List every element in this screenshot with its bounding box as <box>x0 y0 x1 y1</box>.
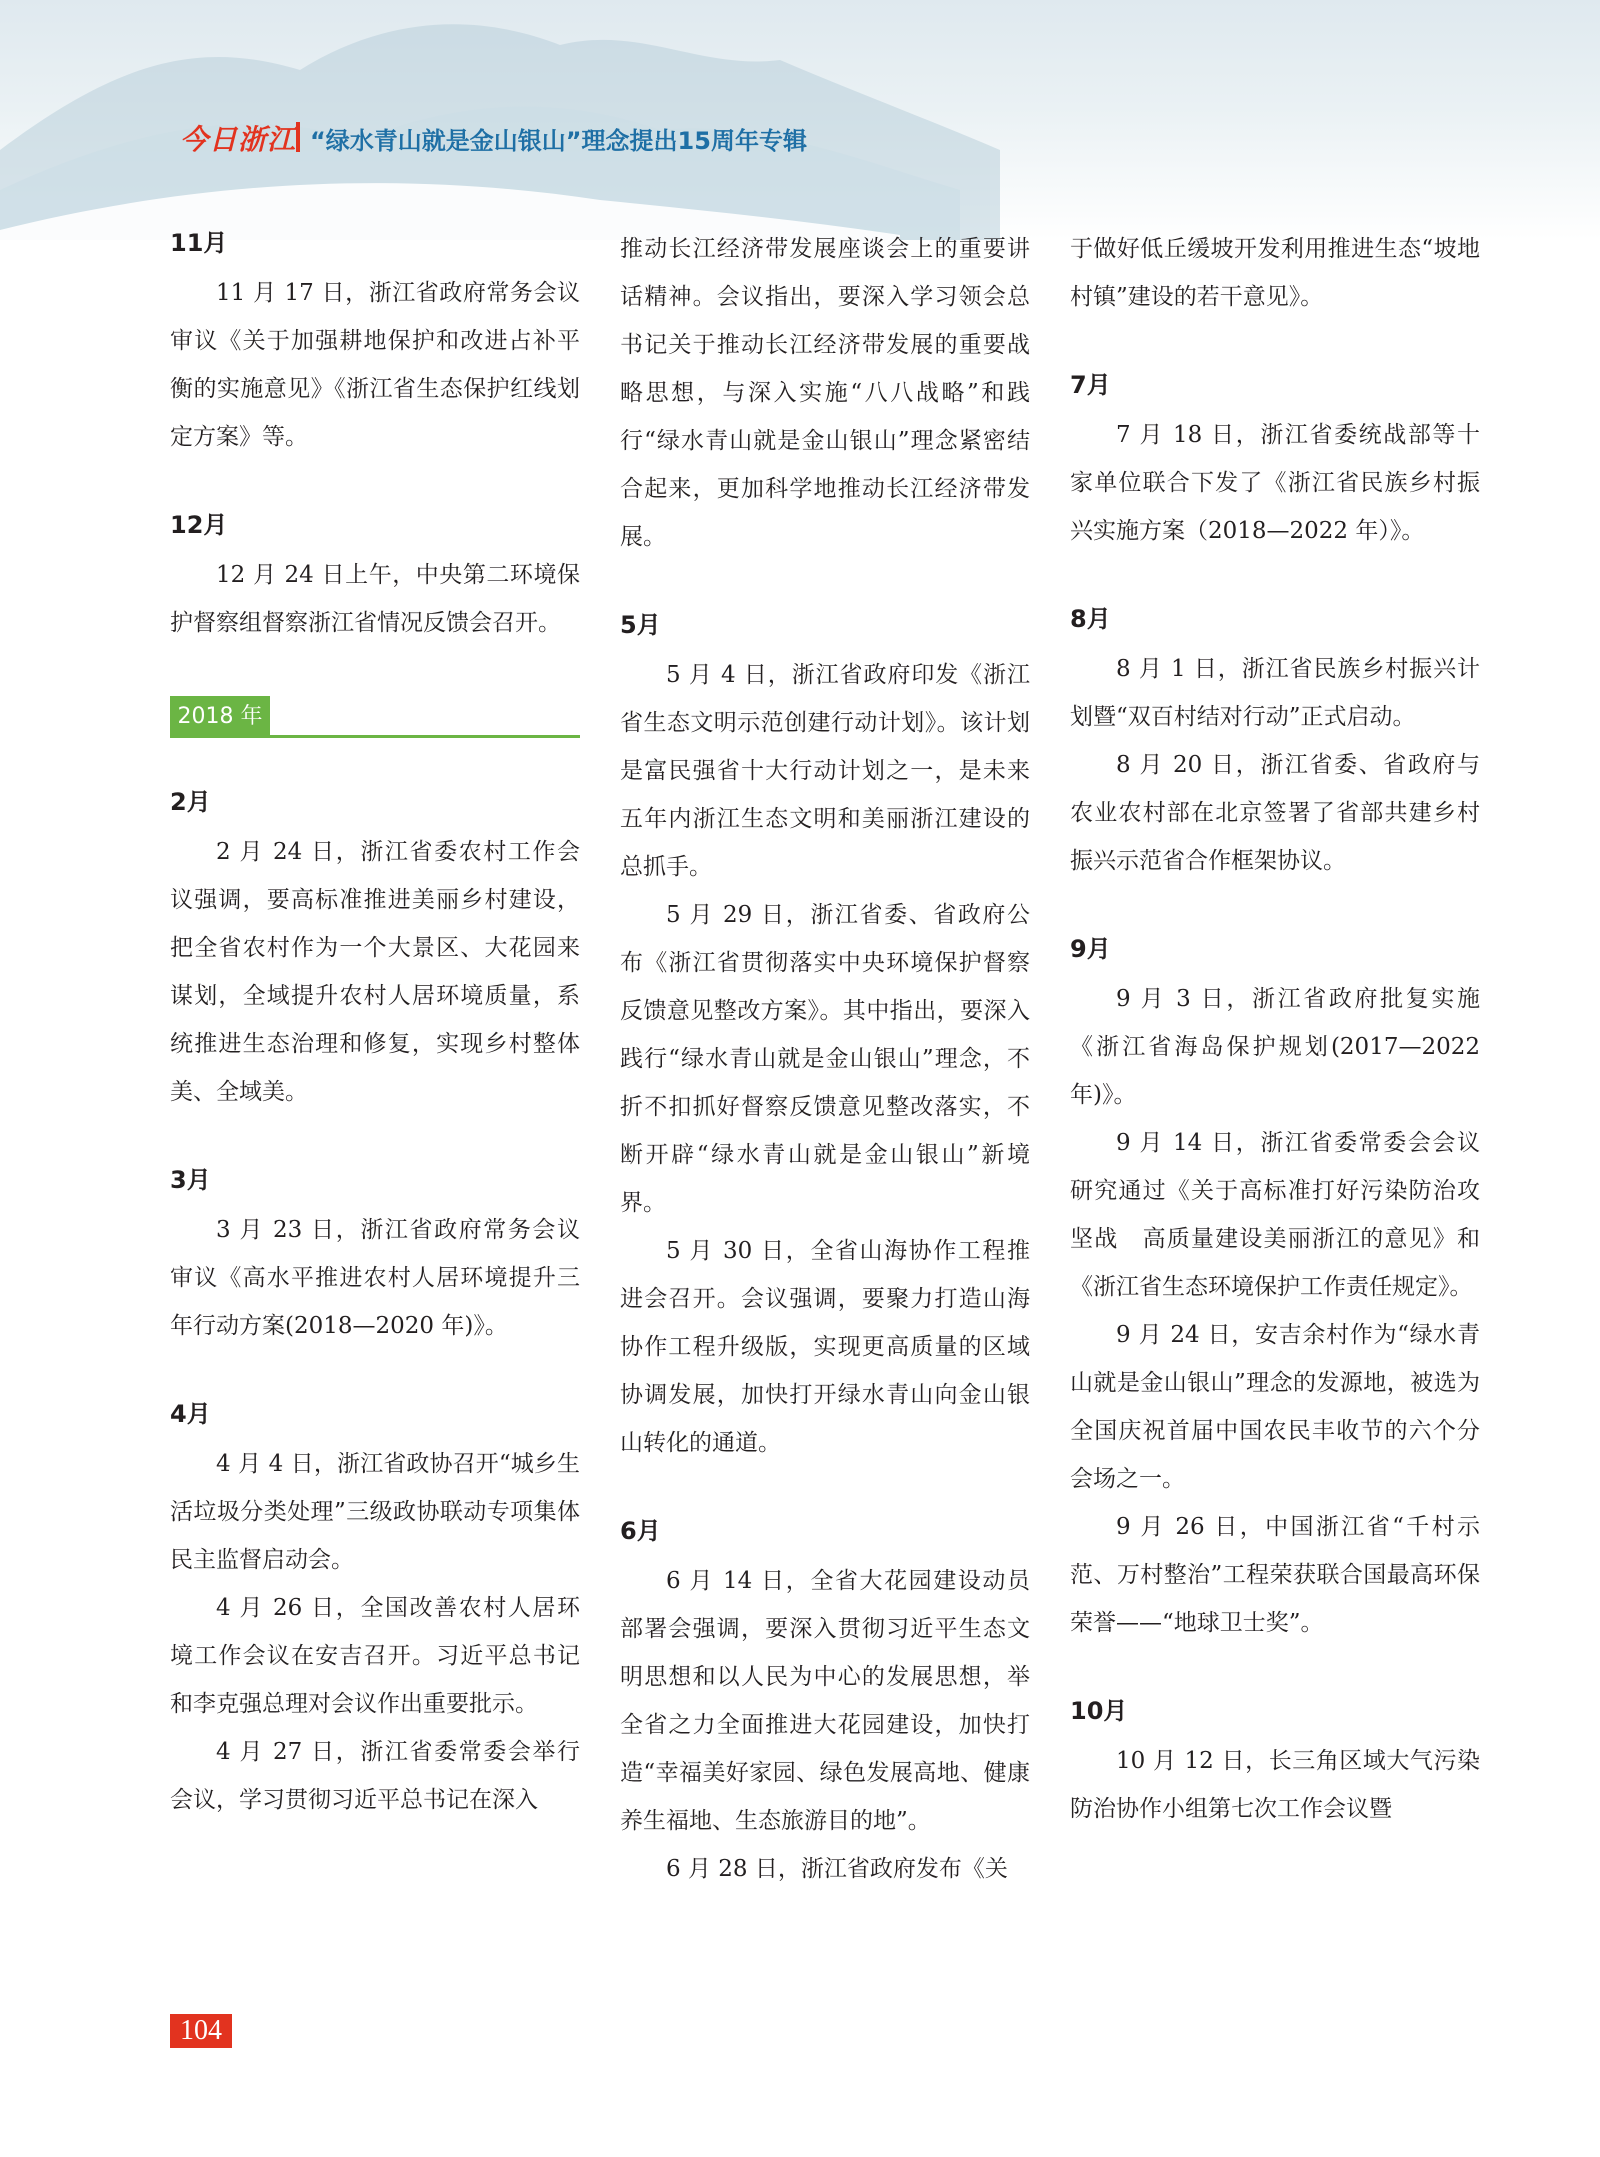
header-title: “绿水青山就是金山银山”理念提出15周年专辑 <box>310 127 807 155</box>
paragraph: 8 月 20 日，浙江省委、省政府与农业农村部在北京签署了省部共建乡村振兴示范省合作框架协议。 <box>1070 752 1480 874</box>
section-apr <box>170 1396 580 1824</box>
paragraph: 3 月 23 日，浙江省政府常务会议审议《高水平推进农村人居环境提升三年行动方案(2018—2020 年)》。 <box>170 1217 580 1339</box>
paragraph: 5 月 29 日，浙江省委、省政府公布《浙江省贯彻落实中央环境保护督察反馈意见整改方案》。其中指出，要深入践行“绿水青山就是金山银山”理念，不折不扣抓好督察反馈意见整改落实，不断开辟“绿水青山就是金山银山”新境界。 <box>620 902 1030 1216</box>
month-heading: 5月 <box>620 611 661 639</box>
section-dec <box>170 507 580 647</box>
paragraph: 11 月 17 日，浙江省政府常务会议审议《关于加强耕地保护和改进占补平衡的实施意见》《浙江省生态保护红线划定方案》等。 <box>170 280 580 450</box>
section-jul <box>1070 367 1480 555</box>
section-may <box>620 607 1030 1467</box>
paragraph: 4 月 26 日，全国改善农村人居环境工作会议在安吉召开。习近平总书记和李克强总理对会议作出重要批示。 <box>170 1595 580 1717</box>
paragraph: 5 月 4 日，浙江省政府印发《浙江省生态文明示范创建行动计划》。该计划是富民强省十大行动计划之一，是未来五年内浙江生态文明和美丽浙江建设的总抓手。 <box>620 662 1030 880</box>
header-divider <box>296 122 300 152</box>
month-heading: 12月 <box>170 511 228 539</box>
paragraph: 9 月 24 日，安吉余村作为“绿水青山就是金山银山”理念的发源地，被选为全国庆祝首届中国农民丰收节的六个分会场之一。 <box>1070 1322 1480 1492</box>
month-heading: 8月 <box>1070 605 1111 633</box>
section-jun <box>620 1513 1030 1893</box>
paragraph: 4 月 4 日，浙江省政协召开“城乡生活垃圾分类处理”三级政协联动专项集体民主监督启动会。 <box>170 1451 580 1573</box>
section-mar <box>170 1162 580 1350</box>
month-heading: 7月 <box>1070 371 1111 399</box>
month-heading: 2月 <box>170 788 211 816</box>
year-banner <box>170 693 580 738</box>
paragraph: 10 月 12 日，长三角区域大气污染防治协作小组第七次工作会议暨 <box>1070 1748 1480 1822</box>
page-number: 104 <box>170 2014 232 2048</box>
paragraph: 2 月 24 日，浙江省委农村工作会议强调，要高标准推进美丽乡村建设，把全省农村作为一个大景区、大花园来谋划，全域提升农村人居环境质量，系统推进生态治理和修复，实现乡村整体美、全域美。 <box>170 839 580 1105</box>
month-heading: 10月 <box>1070 1697 1128 1725</box>
section-continued <box>1070 225 1480 321</box>
paragraph: 7 月 18 日，浙江省委统战部等十家单位联合下发了《浙江省民族乡村振兴实施方案（2018—2022 年）》。 <box>1070 422 1480 544</box>
month-heading: 4月 <box>170 1400 211 1428</box>
paragraph: 于做好低丘缓坡开发利用推进生态“坡地村镇”建设的若干意见》。 <box>1070 236 1480 310</box>
section-continued <box>620 225 1030 561</box>
paragraph: 4 月 27 日，浙江省委常委会举行会议，学习贯彻习近平总书记在深入 <box>170 1739 580 1813</box>
column-2 <box>620 225 1030 1939</box>
paragraph: 12 月 24 日上午，中央第二环境保护督察组督察浙江省情况反馈会召开。 <box>170 562 580 636</box>
month-heading: 6月 <box>620 1517 661 1545</box>
column-1 <box>170 225 580 1870</box>
paragraph: 5 月 30 日，全省山海协作工程推进会召开。会议强调，要聚力打造山海协作工程升级版，实现更高质量的区域协调发展，加快打开绿水青山向金山银山转化的通道。 <box>620 1238 1030 1456</box>
paragraph: 8 月 1 日，浙江省民族乡村振兴计划暨“双百村结对行动”正式启动。 <box>1070 656 1480 730</box>
section-oct <box>1070 1693 1480 1833</box>
paragraph: 9 月 3 日，浙江省政府批复实施《浙江省海岛保护规划(2017—2022 年)》。 <box>1070 986 1480 1108</box>
section-feb <box>170 784 580 1116</box>
section-aug <box>1070 601 1480 885</box>
paragraph: 推动长江经济带发展座谈会上的重要讲话精神。会议指出，要深入学习领会总书记关于推动长江经济带发展的重要战略思想，与深入实施“八八战略”和践行“绿水青山就是金山银山”理念紧密结合起来，更加科学地推动长江经济带发展。 <box>620 236 1030 550</box>
month-heading: 11月 <box>170 229 228 257</box>
paragraph: 6 月 14 日，全省大花园建设动员部署会强调，要深入贯彻习近平生态文明思想和以人民为中心的发展思想，举全省之力全面推进大花园建设，加快打造“幸福美好家园、绿色发展高地、健康养生福地、生态旅游目的地”。 <box>620 1568 1030 1834</box>
section-sep <box>1070 931 1480 1647</box>
paragraph: 9 月 26 日，中国浙江省“千村示范、万村整治”工程荣获联合国最高环保荣誉——“地球卫士奖”。 <box>1070 1514 1480 1636</box>
year-label: 2018 年 <box>170 696 270 738</box>
month-heading: 3月 <box>170 1166 211 1194</box>
paragraph: 6 月 28 日，浙江省政府发布《关 <box>666 1856 1008 1882</box>
month-heading: 9月 <box>1070 935 1111 963</box>
paragraph: 9 月 14 日，浙江省委常委会会议研究通过《关于高标准打好污染防治攻坚战 高质量建设美丽浙江的意见》和《浙江省生态环境保护工作责任规定》。 <box>1070 1130 1480 1300</box>
magazine-logo: 今日浙江 <box>180 123 297 156</box>
section-nov <box>170 225 580 461</box>
column-3 <box>1070 225 1480 1879</box>
